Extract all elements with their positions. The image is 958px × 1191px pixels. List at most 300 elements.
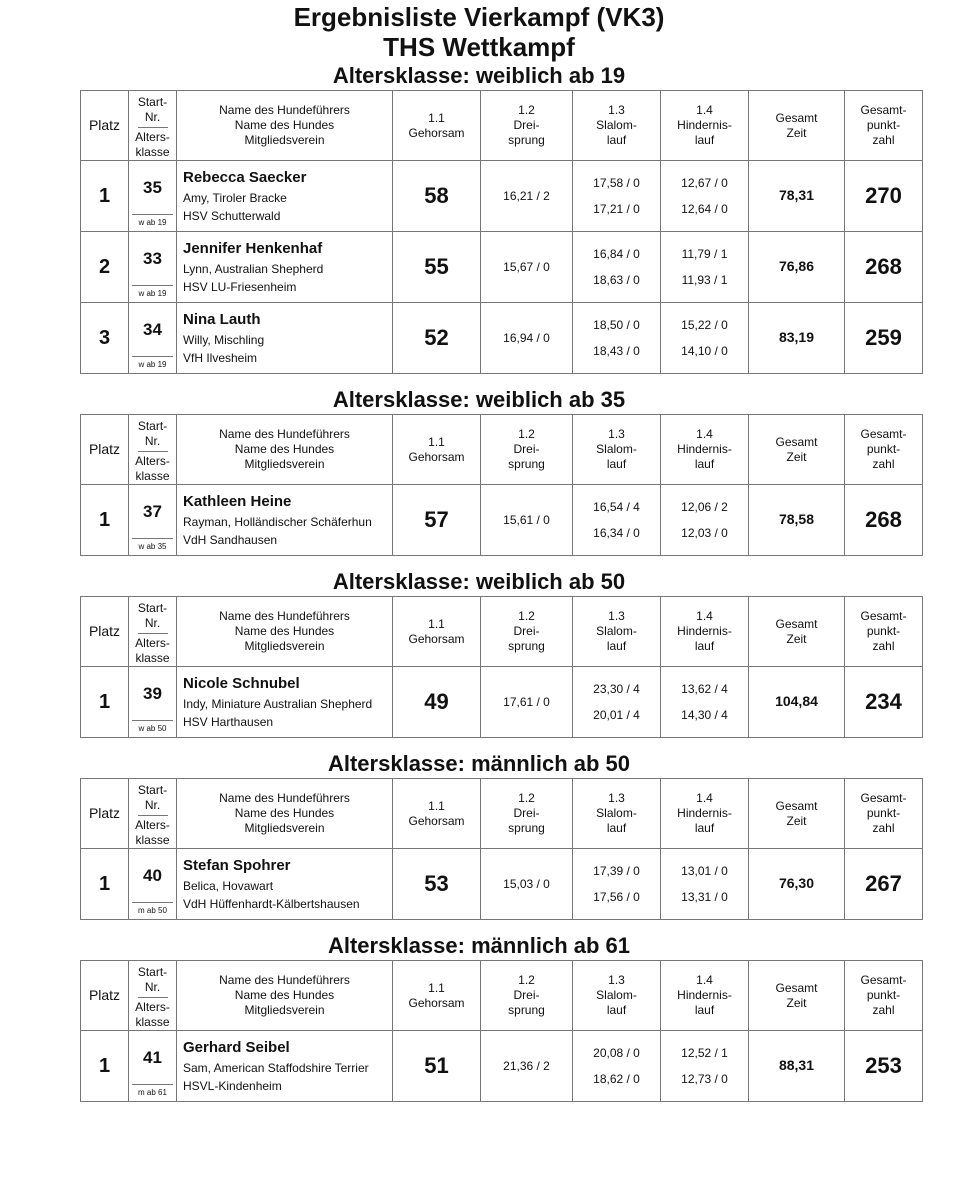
- slalom-run-1: 20,08 / 0: [593, 1046, 640, 1060]
- header-slalom: [573, 961, 661, 1031]
- gesamt-punkte-value: 259: [865, 325, 902, 350]
- header-separator: [138, 633, 168, 634]
- header-dreisprung-line: 1.2: [518, 973, 535, 987]
- header-gesamt-zeit-line: Gesamt: [775, 980, 818, 995]
- start-number: 37: [143, 501, 162, 521]
- header-gesamt-zeit: [749, 961, 845, 1031]
- gesamt-punkte-cell: [845, 232, 923, 303]
- header-slalom-line: 1.3: [608, 427, 625, 441]
- handler-name: Rebecca Saecker: [183, 169, 307, 186]
- header-gehorsam-line: Gehorsam: [408, 125, 465, 140]
- header-slalom-line: lauf: [606, 457, 627, 471]
- gesamt-zeit-value: 78,31: [778, 187, 815, 203]
- slalom-run-2: 18,43 / 0: [593, 344, 640, 358]
- table-header-row: [81, 415, 923, 485]
- header-gesamt-punkte-line: zahl: [872, 639, 895, 653]
- header-gesamt-punkte: [845, 779, 923, 849]
- header-name-line: Name des Hundes: [234, 118, 335, 132]
- header-name: [177, 779, 393, 849]
- start-cell: [129, 303, 177, 374]
- club-name: HSV LU-Friesenheim: [183, 280, 297, 294]
- header-gesamt-zeit-line: Zeit: [786, 631, 807, 646]
- header-alters-label: Alters- klasse: [135, 1000, 170, 1029]
- hindernis-run-1: 12,67 / 0: [681, 176, 728, 190]
- platz-value: 1: [98, 690, 111, 713]
- table-header-row: [81, 961, 923, 1031]
- header-dreisprung-line: sprung: [508, 133, 545, 147]
- age-class-title: Altersklasse: weiblich ab 19: [332, 63, 626, 88]
- header-dreisprung-line: sprung: [508, 639, 545, 653]
- header-gehorsam-line: 1.1: [428, 434, 445, 449]
- header-alters-label: Alters- klasse: [135, 636, 170, 665]
- dreisprung-value: 17,61 / 0: [503, 695, 550, 709]
- header-gesamt-punkte-line: zahl: [872, 133, 895, 147]
- header-gesamt-punkte-line: Gesamt-: [860, 973, 907, 987]
- header-platz-line: Platz: [88, 117, 121, 133]
- header-platz: [81, 779, 129, 849]
- header-name-line: Mitgliedsverein: [244, 1003, 325, 1017]
- hindernis-run-2: 12,73 / 0: [681, 1072, 728, 1086]
- header-gesamt-punkte-line: punkt-: [866, 118, 901, 132]
- gehorsam-cell: [393, 1031, 481, 1102]
- age-class-code: w ab 35: [132, 538, 173, 555]
- header-hindernis-line: 1.4: [696, 791, 713, 805]
- header-name: [177, 415, 393, 485]
- table-row: [81, 849, 923, 920]
- slalom-cell: [573, 232, 661, 303]
- gesamt-zeit-value: 76,86: [778, 258, 815, 274]
- table-row: [81, 667, 923, 738]
- platz-cell: [81, 303, 129, 374]
- header-dreisprung-line: Drei-: [513, 624, 540, 638]
- handler-name: Nina Lauth: [183, 311, 261, 328]
- results-table: [80, 90, 923, 374]
- header-slalom: [573, 415, 661, 485]
- gesamt-punkte-cell: [845, 485, 923, 556]
- gesamt-zeit-value: 83,19: [778, 329, 815, 345]
- header-slalom-line: 1.3: [608, 609, 625, 623]
- header-name-line: Name des Hundeführers: [219, 103, 350, 117]
- platz-cell: [81, 232, 129, 303]
- platz-value: 1: [98, 872, 111, 895]
- header-hindernis: [661, 597, 749, 667]
- dreisprung-value: 21,36 / 2: [503, 1059, 550, 1073]
- gesamt-zeit-value: 76,30: [778, 875, 815, 891]
- header-slalom-line: lauf: [606, 133, 627, 147]
- age-class-code: w ab 50: [132, 720, 173, 737]
- header-gesamt-zeit: [749, 415, 845, 485]
- header-gehorsam-line: Gehorsam: [408, 813, 465, 828]
- age-class-code: w ab 19: [132, 356, 173, 373]
- header-gehorsam: [393, 961, 481, 1031]
- header-start-nr-label: Start- Nr.: [137, 601, 168, 630]
- header-hindernis-line: lauf: [694, 1003, 715, 1017]
- slalom-run-2: 20,01 / 4: [593, 708, 640, 722]
- header-hindernis-line: lauf: [694, 639, 715, 653]
- gesamt-zeit-cell: [749, 303, 845, 374]
- header-name-line: Name des Hundeführers: [219, 791, 350, 805]
- header-start-nr-label: Start- Nr.: [137, 783, 168, 812]
- header-hindernis-line: Hindernis-: [677, 118, 732, 132]
- header-slalom-line: Slalom-: [596, 624, 637, 638]
- start-number: 34: [143, 319, 162, 339]
- club-name: HSV Harthausen: [183, 715, 274, 729]
- platz-cell: [81, 1031, 129, 1102]
- header-hindernis-line: 1.4: [696, 427, 713, 441]
- header-gesamt-punkte-line: Gesamt-: [860, 103, 907, 117]
- header-dreisprung-line: Drei-: [513, 118, 540, 132]
- gehorsam-value: 51: [424, 1053, 449, 1078]
- start-number: 40: [143, 865, 162, 885]
- table-row: [81, 485, 923, 556]
- dog-name: Willy, Mischling: [183, 333, 265, 347]
- header-start-nr: [129, 91, 177, 161]
- header-gesamt-punkte-line: punkt-: [866, 988, 901, 1002]
- header-slalom-line: lauf: [606, 639, 627, 653]
- hindernis-run-2: 14,10 / 0: [681, 344, 728, 358]
- age-class-section: [0, 932, 958, 1102]
- header-gesamt-punkte-line: punkt-: [866, 806, 901, 820]
- header-slalom: [573, 779, 661, 849]
- dreisprung-value: 16,94 / 0: [503, 331, 550, 345]
- results-sections: [0, 62, 958, 1102]
- start-cell: [129, 849, 177, 920]
- header-dreisprung: [481, 779, 573, 849]
- age-class-section: [0, 386, 958, 556]
- header-hindernis: [661, 779, 749, 849]
- gesamt-punkte-cell: [845, 161, 923, 232]
- header-gesamt-punkte-line: punkt-: [866, 442, 901, 456]
- age-class-code: m ab 61: [132, 1084, 173, 1101]
- header-dreisprung-line: Drei-: [513, 988, 540, 1002]
- header-slalom-line: lauf: [606, 821, 627, 835]
- start-cell: [129, 667, 177, 738]
- gesamt-zeit-cell: [749, 667, 845, 738]
- age-class-title: Altersklasse: weiblich ab 35: [332, 387, 626, 412]
- header-start-nr: [129, 779, 177, 849]
- gehorsam-cell: [393, 485, 481, 556]
- gesamt-punkte-value: 234: [865, 689, 902, 714]
- slalom-run-1: 18,50 / 0: [593, 318, 640, 332]
- dog-name: Amy, Tiroler Bracke: [183, 191, 287, 205]
- start-cell: [129, 232, 177, 303]
- header-name-line: Name des Hundes: [234, 806, 335, 820]
- start-number: 41: [143, 1047, 162, 1067]
- slalom-run-2: 17,56 / 0: [593, 890, 640, 904]
- dreisprung-cell: [481, 232, 573, 303]
- dreisprung-value: 16,21 / 2: [503, 189, 550, 203]
- header-slalom: [573, 597, 661, 667]
- header-slalom-line: Slalom-: [596, 118, 637, 132]
- header-gesamt-zeit-line: Zeit: [786, 125, 807, 140]
- hindernis-cell: [661, 303, 749, 374]
- table-row: [81, 161, 923, 232]
- header-slalom-line: 1.3: [608, 973, 625, 987]
- header-gesamt-zeit: [749, 779, 845, 849]
- header-dreisprung: [481, 597, 573, 667]
- slalom-run-2: 17,21 / 0: [593, 202, 640, 216]
- platz-value: 3: [98, 326, 111, 349]
- header-name-line: Name des Hundeführers: [219, 427, 350, 441]
- gesamt-punkte-value: 268: [865, 254, 902, 279]
- platz-value: 1: [98, 1054, 111, 1077]
- slalom-run-2: 18,62 / 0: [593, 1072, 640, 1086]
- header-gehorsam: [393, 779, 481, 849]
- age-class-code: w ab 19: [132, 285, 173, 302]
- gehorsam-cell: [393, 849, 481, 920]
- header-name-line: Name des Hundes: [234, 624, 335, 638]
- gesamt-punkte-value: 267: [865, 871, 902, 896]
- table-row: [81, 1031, 923, 1102]
- slalom-run-1: 16,84 / 0: [593, 247, 640, 261]
- header-hindernis-line: 1.4: [696, 103, 713, 117]
- header-start-nr-label: Start- Nr.: [137, 95, 168, 124]
- name-cell: [177, 485, 393, 556]
- platz-value: 1: [98, 184, 111, 207]
- name-cell: [177, 849, 393, 920]
- header-name: [177, 961, 393, 1031]
- dog-name: Rayman, Holländischer Schäferhun: [183, 515, 372, 529]
- header-hindernis-line: lauf: [694, 457, 715, 471]
- dreisprung-value: 15,03 / 0: [503, 877, 550, 891]
- header-gesamt-zeit-line: Gesamt: [775, 434, 818, 449]
- hindernis-run-2: 14,30 / 4: [681, 708, 728, 722]
- header-name-line: Name des Hundeführers: [219, 609, 350, 623]
- gehorsam-value: 57: [424, 507, 449, 532]
- header-slalom-line: 1.3: [608, 791, 625, 805]
- gesamt-zeit-cell: [749, 161, 845, 232]
- header-platz-line: Platz: [88, 805, 121, 821]
- header-platz-line: Platz: [88, 623, 121, 639]
- platz-value: 1: [98, 508, 111, 531]
- hindernis-run-1: 13,62 / 4: [681, 682, 728, 696]
- header-start-nr-label: Start- Nr.: [137, 419, 168, 448]
- results-table: [80, 414, 923, 556]
- header-platz: [81, 597, 129, 667]
- name-cell: [177, 161, 393, 232]
- header-slalom: [573, 91, 661, 161]
- header-dreisprung: [481, 415, 573, 485]
- gehorsam-cell: [393, 232, 481, 303]
- hindernis-cell: [661, 1031, 749, 1102]
- header-dreisprung: [481, 961, 573, 1031]
- results-table: [80, 960, 923, 1102]
- slalom-run-2: 18,63 / 0: [593, 273, 640, 287]
- header-gesamt-zeit: [749, 597, 845, 667]
- header-name-line: Mitgliedsverein: [244, 821, 325, 835]
- header-gesamt-punkte: [845, 415, 923, 485]
- document-subtitle: THS Wettkampf: [383, 32, 575, 62]
- slalom-run-1: 16,54 / 4: [593, 500, 640, 514]
- start-number: 39: [143, 683, 162, 703]
- handler-name: Stefan Spohrer: [183, 857, 291, 874]
- header-dreisprung-line: 1.2: [518, 791, 535, 805]
- header-platz: [81, 91, 129, 161]
- hindernis-run-2: 12,64 / 0: [681, 202, 728, 216]
- header-dreisprung: [481, 91, 573, 161]
- start-cell: [129, 161, 177, 232]
- header-gehorsam-line: 1.1: [428, 110, 445, 125]
- gehorsam-value: 55: [424, 254, 449, 279]
- header-gesamt-zeit-line: Gesamt: [775, 616, 818, 631]
- platz-cell: [81, 485, 129, 556]
- hindernis-cell: [661, 667, 749, 738]
- hindernis-run-1: 11,79 / 1: [681, 247, 728, 261]
- header-dreisprung-line: sprung: [508, 821, 545, 835]
- slalom-run-2: 16,34 / 0: [593, 526, 640, 540]
- header-gehorsam: [393, 597, 481, 667]
- name-cell: [177, 1031, 393, 1102]
- header-start-nr: [129, 415, 177, 485]
- header-separator: [138, 451, 168, 452]
- header-gesamt-punkte: [845, 91, 923, 161]
- header-separator: [138, 815, 168, 816]
- header-hindernis-line: Hindernis-: [677, 806, 732, 820]
- header-gesamt-zeit-line: Zeit: [786, 995, 807, 1010]
- gesamt-zeit-cell: [749, 1031, 845, 1102]
- header-dreisprung-line: Drei-: [513, 442, 540, 456]
- gesamt-punkte-cell: [845, 303, 923, 374]
- hindernis-run-2: 13,31 / 0: [681, 890, 728, 904]
- header-platz: [81, 415, 129, 485]
- hindernis-run-2: 11,93 / 1: [681, 273, 728, 287]
- header-slalom-line: Slalom-: [596, 806, 637, 820]
- start-cell: [129, 485, 177, 556]
- hindernis-cell: [661, 161, 749, 232]
- dreisprung-cell: [481, 161, 573, 232]
- header-gesamt-zeit-line: Zeit: [786, 449, 807, 464]
- age-class-title: Altersklasse: männlich ab 50: [327, 751, 631, 776]
- hindernis-cell: [661, 232, 749, 303]
- header-platz-line: Platz: [88, 987, 121, 1003]
- header-start-nr: [129, 597, 177, 667]
- header-gehorsam-line: 1.1: [428, 616, 445, 631]
- header-platz: [81, 961, 129, 1031]
- header-hindernis: [661, 91, 749, 161]
- header-slalom-line: Slalom-: [596, 442, 637, 456]
- gesamt-zeit-cell: [749, 232, 845, 303]
- header-gehorsam-line: Gehorsam: [408, 995, 465, 1010]
- slalom-run-1: 17,58 / 0: [593, 176, 640, 190]
- age-class-section: [0, 568, 958, 738]
- start-number: 33: [143, 248, 162, 268]
- header-dreisprung-line: 1.2: [518, 103, 535, 117]
- handler-name: Jennifer Henkenhaf: [183, 240, 323, 257]
- header-gehorsam-line: 1.1: [428, 980, 445, 995]
- header-gesamt-zeit: [749, 91, 845, 161]
- gehorsam-value: 49: [424, 689, 449, 714]
- slalom-cell: [573, 849, 661, 920]
- header-hindernis-line: lauf: [694, 821, 715, 835]
- header-dreisprung-line: sprung: [508, 457, 545, 471]
- gesamt-zeit-cell: [749, 485, 845, 556]
- header-name-line: Mitgliedsverein: [244, 133, 325, 147]
- dog-name: Belica, Hovawart: [183, 879, 274, 893]
- header-gesamt-zeit-line: Gesamt: [775, 110, 818, 125]
- dreisprung-value: 15,61 / 0: [503, 513, 550, 527]
- header-gesamt-punkte: [845, 597, 923, 667]
- header-dreisprung-line: 1.2: [518, 427, 535, 441]
- name-cell: [177, 232, 393, 303]
- header-gesamt-punkte-line: zahl: [872, 821, 895, 835]
- table-row: [81, 303, 923, 374]
- slalom-cell: [573, 667, 661, 738]
- hindernis-cell: [661, 485, 749, 556]
- name-cell: [177, 303, 393, 374]
- header-platz-line: Platz: [88, 441, 121, 457]
- slalom-cell: [573, 485, 661, 556]
- results-table: [80, 778, 923, 920]
- header-start-nr-label: Start- Nr.: [137, 965, 168, 994]
- gehorsam-cell: [393, 667, 481, 738]
- handler-name: Kathleen Heine: [183, 493, 292, 510]
- slalom-run-1: 17,39 / 0: [593, 864, 640, 878]
- age-class-code: m ab 50: [132, 902, 173, 919]
- dreisprung-cell: [481, 485, 573, 556]
- header-gesamt-punkte-line: Gesamt-: [860, 609, 907, 623]
- club-name: VdH Hüffenhardt-Kälbertshausen: [183, 897, 360, 911]
- header-name-line: Mitgliedsverein: [244, 639, 325, 653]
- header-gesamt-punkte-line: zahl: [872, 457, 895, 471]
- header-alters-label: Alters- klasse: [135, 454, 170, 483]
- gesamt-punkte-cell: [845, 667, 923, 738]
- header-separator: [138, 127, 168, 128]
- hindernis-run-1: 15,22 / 0: [681, 318, 728, 332]
- club-name: VfH Ilvesheim: [183, 351, 258, 365]
- header-name-line: Name des Hundes: [234, 442, 335, 456]
- start-cell: [129, 1031, 177, 1102]
- header-hindernis-line: Hindernis-: [677, 988, 732, 1002]
- platz-value: 2: [98, 255, 111, 278]
- header-dreisprung-line: sprung: [508, 1003, 545, 1017]
- name-cell: [177, 667, 393, 738]
- header-hindernis: [661, 415, 749, 485]
- header-name: [177, 597, 393, 667]
- hindernis-cell: [661, 849, 749, 920]
- gehorsam-cell: [393, 161, 481, 232]
- header-slalom-line: 1.3: [608, 103, 625, 117]
- gesamt-zeit-value: 104,84: [775, 693, 818, 709]
- start-number: 35: [143, 177, 162, 197]
- slalom-cell: [573, 303, 661, 374]
- header-name-line: Name des Hundes: [234, 988, 335, 1002]
- gehorsam-value: 58: [424, 183, 449, 208]
- header-slalom-line: Slalom-: [596, 988, 637, 1002]
- dreisprung-value: 15,67 / 0: [503, 260, 550, 274]
- club-name: VdH Sandhausen: [183, 533, 278, 547]
- results-table: [80, 596, 923, 738]
- header-gesamt-punkte-line: Gesamt-: [860, 791, 907, 805]
- age-class-title: Altersklasse: weiblich ab 50: [332, 569, 626, 594]
- hindernis-run-2: 12,03 / 0: [681, 526, 728, 540]
- header-hindernis-line: Hindernis-: [677, 442, 732, 456]
- dog-name: Indy, Miniature Australian Shepherd: [183, 697, 373, 711]
- age-class-section: [0, 62, 958, 374]
- gesamt-zeit-value: 78,58: [778, 511, 815, 527]
- document-title: Ergebnisliste Vierkampf (VK3): [293, 2, 665, 32]
- header-name: [177, 91, 393, 161]
- platz-cell: [81, 161, 129, 232]
- header-hindernis-line: lauf: [694, 133, 715, 147]
- header-start-nr: [129, 961, 177, 1031]
- header-hindernis: [661, 961, 749, 1031]
- club-name: HSVL-Kindenheim: [183, 1079, 282, 1093]
- gesamt-punkte-cell: [845, 849, 923, 920]
- header-slalom-line: lauf: [606, 1003, 627, 1017]
- hindernis-run-1: 12,06 / 2: [681, 500, 728, 514]
- gesamt-punkte-value: 253: [865, 1053, 902, 1078]
- header-name-line: Mitgliedsverein: [244, 457, 325, 471]
